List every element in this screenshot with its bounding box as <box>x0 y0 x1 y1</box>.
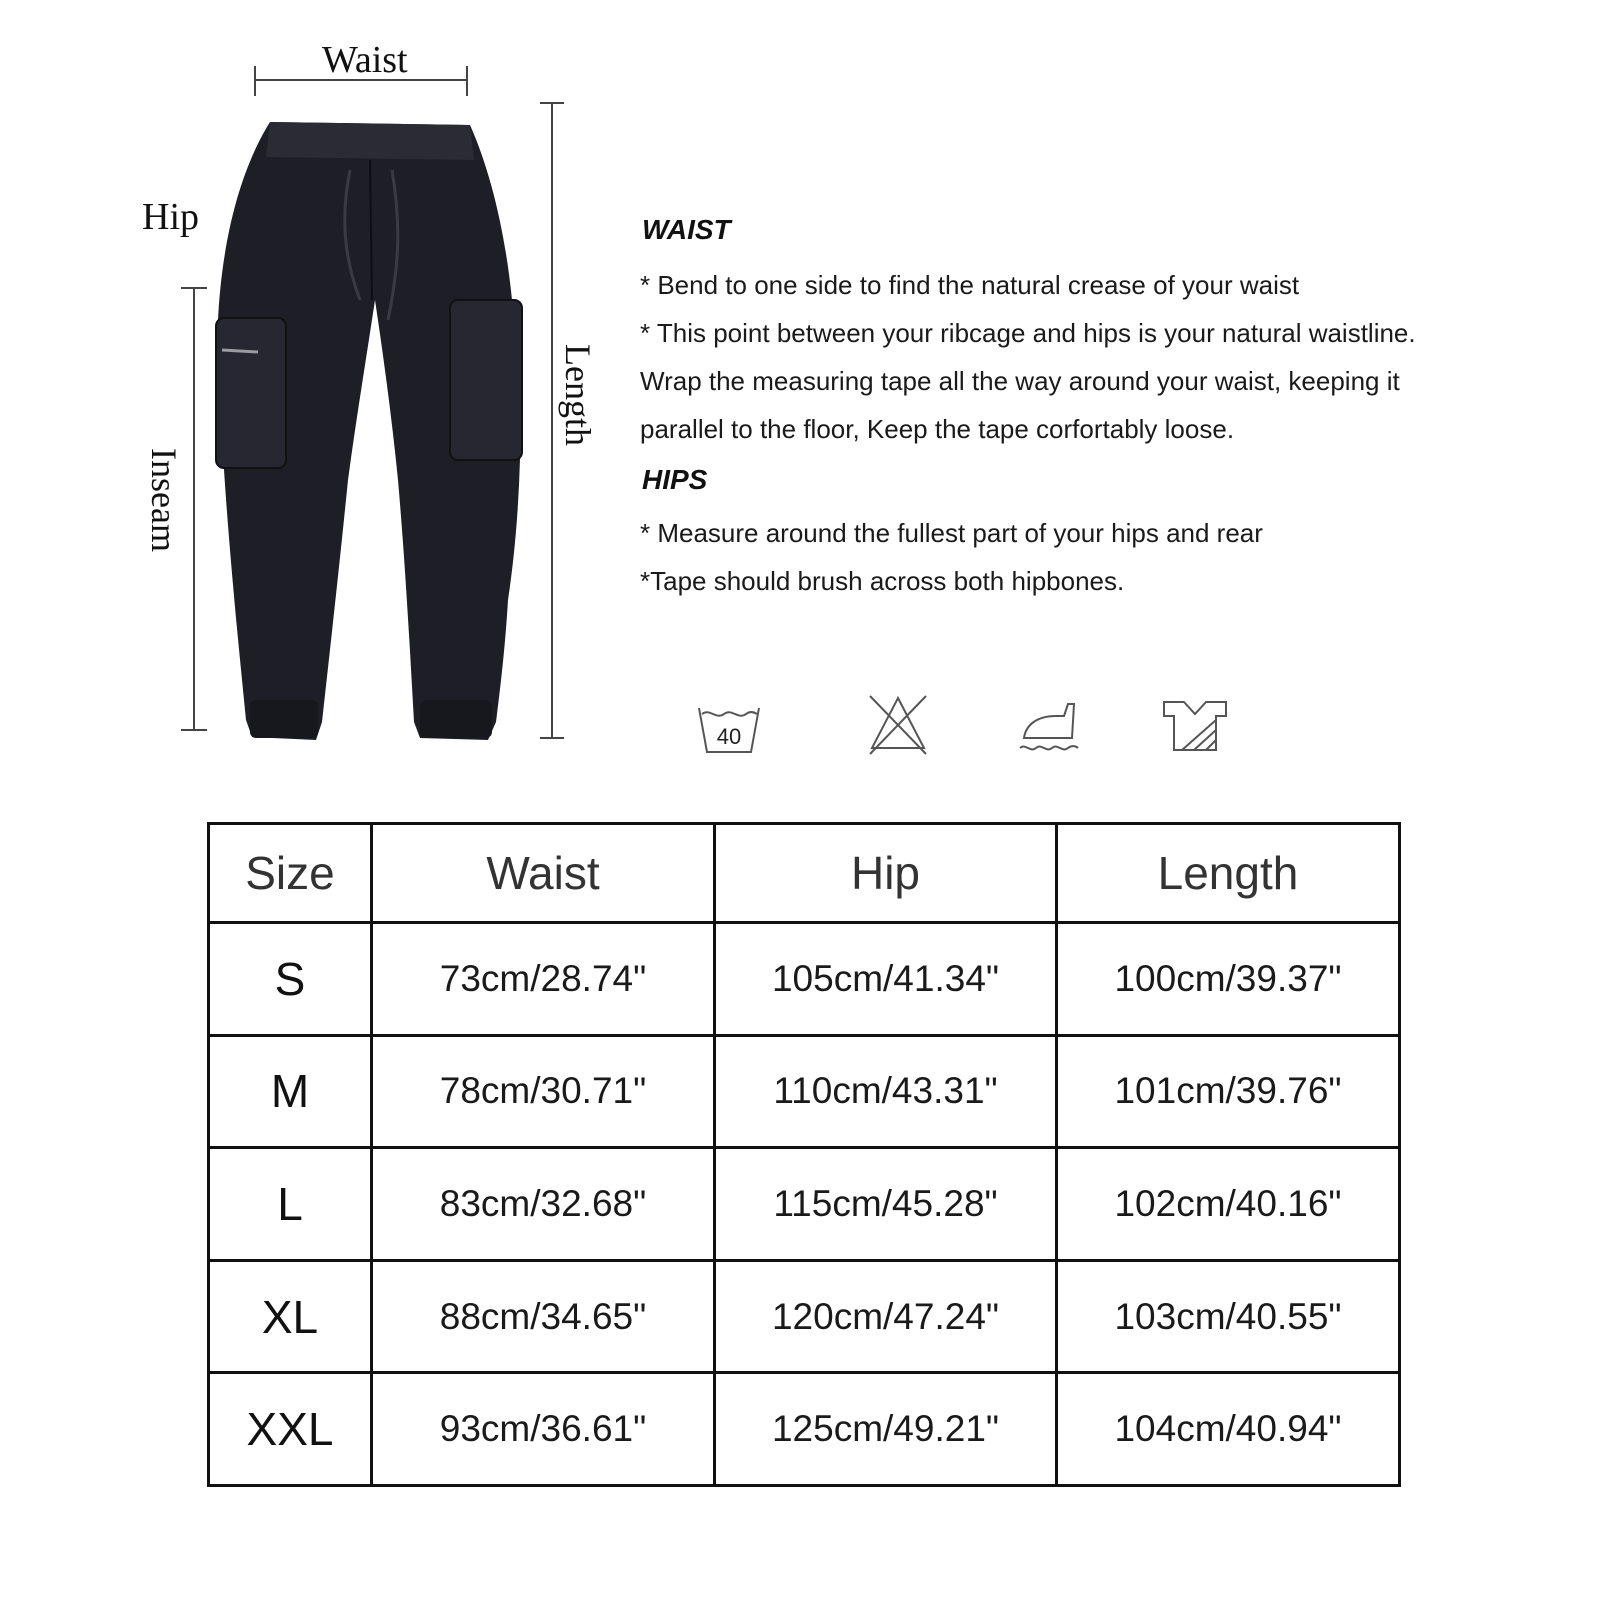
size-column-header: Size <box>209 824 372 923</box>
hip-cell: 110cm/43.31" <box>715 1035 1057 1148</box>
hip-cell: 105cm/41.34" <box>715 923 1057 1036</box>
waist-cell: 73cm/28.74" <box>372 923 715 1036</box>
wash-40-icon <box>696 700 762 756</box>
length-cell: 102cm/40.16" <box>1057 1148 1400 1261</box>
hip-label: Hip <box>142 196 199 238</box>
waist-cell: 93cm/36.61" <box>372 1373 715 1486</box>
pants-diagram <box>0 0 620 760</box>
cargo-pants-image <box>216 122 522 740</box>
waist-cell: 88cm/34.65" <box>372 1260 715 1373</box>
table-header-row <box>209 824 1400 923</box>
iron-icon <box>1016 696 1082 756</box>
table-row <box>209 923 1400 1036</box>
size-cell: M <box>209 1035 372 1148</box>
length-cell: 101cm/39.76" <box>1057 1035 1400 1148</box>
hips-heading: HIPS <box>642 464 708 495</box>
size-cell: XL <box>209 1260 372 1373</box>
length-cell: 104cm/40.94" <box>1057 1373 1400 1486</box>
hip-cell: 125cm/49.21" <box>715 1373 1057 1486</box>
waist-instruction-line: * Bend to one side to find the natural crease of your waist <box>640 270 1300 300</box>
hip-cell: 120cm/47.24" <box>715 1260 1057 1373</box>
waist-column-header: Waist <box>372 824 715 923</box>
size-cell: S <box>209 923 372 1036</box>
waist-instruction-line: Wrap the measuring tape all the way around your waist, keeping it <box>640 366 1400 396</box>
size-cell: L <box>209 1148 372 1261</box>
waist-instruction-line: * This point between your ribcage and hips is your natural waistline. <box>640 318 1416 348</box>
do-not-bleach-icon <box>866 692 930 756</box>
waist-instruction-line: parallel to the floor, Keep the tape corfortably loose. <box>640 414 1235 444</box>
size-cell: XXL <box>209 1373 372 1486</box>
length-cell: 103cm/40.55" <box>1057 1260 1400 1373</box>
waist-label: Waist <box>322 39 408 81</box>
waist-heading: WAIST <box>642 214 731 245</box>
table-row <box>209 1148 1400 1261</box>
inseam-label: Inseam <box>144 448 184 552</box>
table-row <box>209 1035 1400 1148</box>
length-cell: 100cm/39.37" <box>1057 923 1400 1036</box>
hips-instruction-line: * Measure around the fullest part of your hips and rear <box>640 518 1263 548</box>
table-row <box>209 1373 1400 1486</box>
size-chart-table <box>207 822 1401 1487</box>
table-row <box>209 1260 1400 1373</box>
length-label: Length <box>558 344 598 446</box>
hip-column-header: Hip <box>715 824 1057 923</box>
hip-cell: 115cm/45.28" <box>715 1148 1057 1261</box>
dry-flat-icon <box>1160 696 1230 754</box>
waist-cell: 83cm/32.68" <box>372 1148 715 1261</box>
hips-instruction-line: *Tape should brush across both hipbones. <box>640 566 1125 596</box>
waist-cell: 78cm/30.71" <box>372 1035 715 1148</box>
wash-temperature-label: 40 <box>716 724 742 749</box>
length-column-header: Length <box>1057 824 1400 923</box>
